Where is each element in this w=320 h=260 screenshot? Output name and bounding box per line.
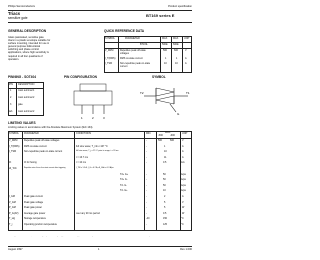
- pin-description: gate: [18, 103, 23, 106]
- description-line: surface mounting, intended for use in: [8, 42, 50, 46]
- lv-max: 10: [163, 189, 166, 193]
- lv-max: 600: [170, 139, 174, 142]
- lv-max: 5: [164, 206, 166, 210]
- lv-min: -: [146, 223, 147, 226]
- qr-col-symbol: SYMBOL: [105, 37, 115, 40]
- lv-max: 2: [164, 195, 166, 198]
- lv-max: 0.5: [163, 211, 167, 215]
- lv-col-parameter: PARAMETER: [24, 132, 39, 135]
- lv-max: 500: [158, 139, 162, 142]
- qr-sub-prefix: BT169-: [140, 43, 148, 46]
- lv-unit: A/µs: [181, 178, 186, 182]
- lv-col-conditions: CONDITIONS: [76, 132, 92, 135]
- lv-conditions: t = 10 ms: [76, 161, 86, 165]
- qr-row-parameter: Repetitive peak off-state: [120, 49, 146, 52]
- qr-row-parameter: RMS on-state current: [120, 57, 143, 60]
- qr-row-value: 10: [175, 62, 178, 65]
- limiting-values-heading: LIMITING VALUES: [8, 121, 36, 125]
- pin-description: main terminal 1: [18, 89, 35, 92]
- lv-parameter: Average gate power: [24, 211, 46, 215]
- lv-min: -: [146, 139, 147, 142]
- lv-parameter: I²t for fusing: [24, 161, 37, 165]
- footnote: 1 Although not recommended, off-state voltages up to 800V may be applied without damage, but the triac may switch to the on-state. The rate of rise of current should not exceed 3 A/µs.: [8, 236, 152, 237]
- general-description-heading: GENERAL DESCRIPTION: [8, 29, 47, 33]
- symbol-label: T2: [140, 91, 144, 95]
- lv-max: 1: [164, 144, 166, 148]
- qr-row-value: 600: [174, 49, 178, 52]
- lv-max: 50: [163, 172, 166, 176]
- pin-number: 1: [10, 89, 12, 92]
- package-pin-label: 1: [81, 116, 83, 120]
- lv-parameter: Peak gate power: [24, 206, 42, 210]
- qr-row-value: 10: [164, 62, 167, 65]
- lv-parameter: Operating junction temperature: [24, 223, 57, 226]
- lv-symbol: I_TSM: [9, 150, 17, 154]
- lv-max-sub: -600: [170, 134, 175, 137]
- general-description-text: [8, 36, 94, 61]
- qr-sub-600e: 600E: [173, 43, 179, 46]
- description-line: operation.: [8, 57, 20, 61]
- lv-unit: A: [182, 150, 184, 154]
- qr-sub-500e: 500E: [162, 43, 168, 46]
- lv-max: 11: [164, 155, 167, 159]
- footer-page-number: 1: [98, 248, 100, 251]
- lv-conditions: T2+ G-: [120, 178, 128, 182]
- quick-reference-heading: QUICK REFERENCE DATA: [104, 29, 145, 33]
- lv-parameter: Peak gate current: [24, 195, 43, 198]
- lv-parameter: RMS on-state current: [24, 144, 47, 148]
- lv-min: -: [146, 144, 147, 148]
- lv-unit: °C: [181, 223, 184, 226]
- description-line: applications, where high sensitivity is: [8, 51, 49, 55]
- lv-max: 5: [164, 200, 166, 204]
- product-family: Triacs: [8, 11, 21, 16]
- lv-unit: W: [182, 206, 185, 210]
- pinning-heading: PINNING - SOT404: [8, 75, 36, 79]
- pin-description: main terminal 2: [18, 110, 35, 113]
- description-line: triacs in a plastic envelope suitable for: [8, 39, 51, 43]
- qr-row-symbol: I_TSM: [105, 62, 113, 65]
- lv-conditions: I_TM = 1.5 A; I_G = 0.2 A; dI_G/dt = 0.2 A/µs: [76, 167, 114, 169]
- package-pin-label: 3: [103, 116, 105, 120]
- qr-row-value: 500: [163, 49, 167, 52]
- lv-max-sub: -500: [158, 134, 163, 137]
- lv-parameter: Repetitive peak off-state voltages: [24, 139, 60, 142]
- description-line: switching and phase control: [8, 48, 39, 52]
- lv-unit: A: [182, 155, 184, 159]
- package-pin-label: 2: [92, 116, 94, 120]
- qr-col-parameter: PARAMETER: [125, 37, 140, 40]
- lv-max: 50: [163, 183, 166, 187]
- lv-symbol: P_G(AV): [9, 211, 19, 215]
- document-type: Product specification: [168, 5, 192, 8]
- lv-min: -: [146, 161, 147, 165]
- lv-symbol: I²t: [9, 161, 12, 165]
- qr-row-unit: V: [185, 49, 187, 52]
- lv-min: -: [146, 150, 147, 154]
- pin-number: tab: [9, 110, 13, 113]
- lv-col-min: MIN.: [146, 132, 152, 135]
- pin-configuration-heading: PIN CONFIGURATION: [64, 75, 97, 79]
- lv-min: -: [146, 183, 147, 187]
- description-line: Glass passivated, sensitive gate: [8, 36, 44, 39]
- symbol-heading: SYMBOL: [152, 75, 166, 79]
- qr-row-parameter: Non-repetitive peak on-state: [120, 62, 151, 65]
- lv-max: 125: [163, 223, 167, 226]
- lv-unit: A: [182, 144, 184, 148]
- qr-col-max: MAX.: [162, 37, 168, 40]
- lv-conditions: t = 16.7 ms: [76, 155, 88, 159]
- lv-symbol: T_j: [9, 223, 13, 226]
- lv-conditions: T2- G+: [120, 189, 128, 193]
- lv-col-max: MAX.: [165, 131, 171, 134]
- lv-unit: A/µs: [181, 183, 186, 187]
- footer-revision: Rev 1.000: [180, 248, 192, 251]
- footer-date: August 1997: [8, 248, 23, 251]
- pin-description: main terminal 2: [18, 96, 35, 99]
- lv-unit: °C: [181, 217, 184, 221]
- lv-min: -: [146, 200, 147, 204]
- symbol-label: T1: [186, 91, 190, 95]
- lv-conditions: T2- G-: [120, 183, 127, 187]
- lv-symbol: I_GM: [9, 195, 15, 198]
- lv-min: -: [146, 189, 147, 193]
- lv-min: -40: [146, 217, 150, 221]
- lv-conditions: full sine wave; T_mb ≤ 107 °C: [76, 144, 108, 148]
- pin-number: 3: [10, 103, 12, 106]
- lv-parameter: Storage temperature: [24, 217, 46, 221]
- symbol-label: G: [177, 112, 180, 116]
- qr-row-symbol: I_T(RMS): [105, 57, 116, 60]
- lv-unit: A/µs: [181, 189, 186, 193]
- lv-symbol: dI_T/dt: [9, 167, 17, 170]
- lv-symbol: V_DRM: [9, 139, 18, 142]
- qr-col-unit: UNIT: [184, 37, 190, 40]
- qr-col-max: MAX.: [173, 37, 179, 40]
- description-line: general purpose bidirectional: [8, 45, 41, 49]
- lv-unit: A²s: [181, 161, 185, 165]
- lv-unit: A/µs: [181, 172, 186, 176]
- qr-row-parameter: voltages: [120, 52, 129, 55]
- lv-conditions: T2+ G+: [120, 172, 129, 176]
- lv-conditions: full sine wave; T_j = 25 °C prior to surge; t = 20 ms: [76, 150, 119, 153]
- pin-number: 2: [10, 96, 12, 99]
- triac-symbol-drawing: [140, 82, 196, 118]
- lv-min: -: [146, 206, 147, 210]
- limiting-values-intro: Limiting values in accordance with the Absolute Maximum System (IEC 134).: [8, 126, 94, 129]
- pin-col-description: DESCRIPTION: [18, 83, 35, 86]
- lv-conditions: over any 20 ms period: [76, 211, 100, 215]
- lv-min: -: [146, 211, 147, 215]
- lv-parameter: Repetitive rate of rise of on-state current after triggering: [24, 167, 66, 169]
- lv-symbol: V_GM: [9, 200, 16, 204]
- pin-col-pin: PIN: [9, 83, 13, 86]
- lv-min: -: [146, 178, 147, 182]
- description-line: required in all four quadrants of: [8, 54, 43, 58]
- qr-row-unit: A: [185, 62, 187, 65]
- lv-symbol: I_T(RMS): [9, 144, 20, 148]
- qr-row-unit: A: [185, 57, 187, 60]
- qr-row-parameter: current: [120, 65, 128, 68]
- company-name: Philips Semiconductors: [8, 5, 35, 8]
- lv-col-unit: UNIT: [182, 132, 188, 135]
- package-outline-drawing: [60, 82, 128, 120]
- lv-unit: A: [182, 195, 184, 198]
- lv-unit: V: [182, 200, 184, 204]
- lv-min: -: [146, 195, 147, 198]
- qr-row-value: 1: [176, 57, 178, 60]
- lv-max: 50: [163, 178, 166, 182]
- lv-symbol: P_GM: [9, 206, 16, 210]
- lv-min: -: [146, 172, 147, 176]
- lv-max: 150: [163, 217, 167, 221]
- qr-row-value: 1: [165, 57, 167, 60]
- qr-row-symbol: V_DRM: [105, 49, 114, 52]
- lv-max: 0.5: [163, 161, 167, 165]
- product-subtitle: sensitive gate: [8, 16, 28, 20]
- lv-parameter: Peak gate voltage: [24, 200, 44, 204]
- lv-col-symbol: SYMBOL: [9, 132, 19, 135]
- lv-parameter: Non-repetitive peak on-state current: [24, 150, 63, 154]
- lv-unit: W: [182, 211, 185, 215]
- lv-max: 10: [164, 150, 167, 154]
- part-number: BT169 series E: [146, 13, 175, 18]
- lv-unit: V: [182, 139, 184, 142]
- lv-symbol: T_stg: [9, 217, 15, 221]
- lv-min: -: [146, 155, 147, 159]
